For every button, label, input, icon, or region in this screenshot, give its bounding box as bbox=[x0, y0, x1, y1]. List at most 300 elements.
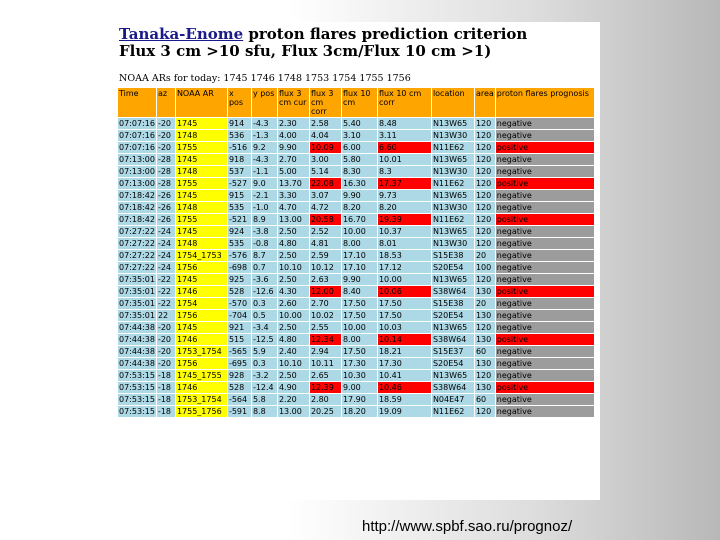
ars-today-line: NOAA ARs for today: 1745 1746 1748 1753 1754 1755 1756 bbox=[119, 73, 411, 84]
cell-location: N13W30 bbox=[431, 238, 474, 250]
col-header-flux10-corr: flux 10 cm corr bbox=[377, 88, 431, 118]
cell-y-pos: -3.8 bbox=[251, 226, 277, 238]
cell-az: -20 bbox=[156, 322, 175, 334]
cell-location: N04E47 bbox=[431, 394, 474, 406]
cell-flux3-corr: 10.12 bbox=[309, 262, 341, 274]
table-row bbox=[118, 238, 595, 250]
cell-noaa-ar: 1754 bbox=[175, 298, 227, 310]
cell-flux10: 18.20 bbox=[341, 406, 377, 418]
cell-az: -20 bbox=[156, 118, 175, 130]
cell-location: N11E62 bbox=[431, 178, 474, 190]
cell-az: -28 bbox=[156, 154, 175, 166]
cell-flux10-corr: 8.20 bbox=[377, 202, 431, 214]
cell-x-pos: 925 bbox=[227, 274, 251, 286]
cell-flux3-corr: 4.81 bbox=[309, 238, 341, 250]
cell-az: -28 bbox=[156, 178, 175, 190]
cell-flux3-corr: 2.80 bbox=[309, 394, 341, 406]
cell-noaa-ar: 1745 bbox=[175, 274, 227, 286]
page-title bbox=[119, 25, 527, 43]
cell-flux3-corr: 3.07 bbox=[309, 190, 341, 202]
cell-time: 07:44:38 bbox=[119, 335, 155, 344]
cell-area: 120 bbox=[474, 166, 495, 178]
cell-area: 20 bbox=[474, 298, 495, 310]
cell-flux3-corr: 20.58 bbox=[309, 214, 341, 226]
cell-x-pos: 528 bbox=[227, 382, 251, 394]
cell-prognosis: negative bbox=[495, 298, 594, 310]
cell-area: 120 bbox=[474, 406, 495, 418]
cell-x-pos: -565 bbox=[227, 346, 251, 358]
cell-flux10-corr: 10.14 bbox=[377, 334, 431, 346]
cell-time: 07:53:15 bbox=[119, 395, 155, 404]
cell-location: N13W30 bbox=[431, 166, 474, 178]
cell-time: 07:35:01 bbox=[119, 299, 155, 308]
cell-area: 120 bbox=[474, 322, 495, 334]
cell-noaa-ar: 1746 bbox=[175, 334, 227, 346]
cell-area: 120 bbox=[474, 202, 495, 214]
cell-flux10: 5.80 bbox=[341, 154, 377, 166]
cell-noaa-ar: 1748 bbox=[175, 202, 227, 214]
cell-y-pos: 0.7 bbox=[251, 262, 277, 274]
cell-flux10-corr: 10.01 bbox=[377, 154, 431, 166]
cell-flux10: 17.30 bbox=[341, 358, 377, 370]
cell-flux10: 17.50 bbox=[341, 346, 377, 358]
cell-flux3-corr: 2.70 bbox=[309, 298, 341, 310]
table-row bbox=[118, 358, 595, 370]
cell-noaa-ar: 1748 bbox=[175, 130, 227, 142]
cell-flux10-corr: 18.53 bbox=[377, 250, 431, 262]
cell-time: 07:27:22 bbox=[119, 251, 155, 260]
cell-x-pos: 515 bbox=[227, 334, 251, 346]
cell-location: S15E37 bbox=[431, 346, 474, 358]
cell-y-pos: -3.4 bbox=[251, 322, 277, 334]
cell-flux10: 9.00 bbox=[341, 382, 377, 394]
cell-az: -24 bbox=[156, 262, 175, 274]
cell-time: 07:53:15 bbox=[119, 371, 155, 380]
cell-time: 07:27:22 bbox=[119, 263, 155, 272]
title-link[interactable]: Tanaka-Enome bbox=[119, 25, 244, 43]
cell-x-pos: 537 bbox=[227, 166, 251, 178]
cell-y-pos: -12.6 bbox=[251, 286, 277, 298]
cell-az: -24 bbox=[156, 226, 175, 238]
cell-area: 120 bbox=[474, 190, 495, 202]
cell-noaa-ar: 1746 bbox=[175, 382, 227, 394]
cell-flux10: 8.00 bbox=[341, 334, 377, 346]
table-row bbox=[118, 370, 595, 382]
cell-x-pos: -527 bbox=[227, 178, 251, 190]
cell-az: -18 bbox=[156, 370, 175, 382]
cell-area: 100 bbox=[474, 262, 495, 274]
cell-flux3-cur: 4.00 bbox=[277, 130, 309, 142]
cell-x-pos: -695 bbox=[227, 358, 251, 370]
cell-prognosis: negative bbox=[495, 358, 594, 370]
cell-prognosis: negative bbox=[495, 310, 594, 322]
cell-flux10-corr: 17.50 bbox=[377, 310, 431, 322]
cell-time: 07:35:01 bbox=[119, 311, 155, 320]
cell-flux3-corr: 2.55 bbox=[309, 322, 341, 334]
cell-prognosis: negative bbox=[495, 370, 594, 382]
cell-az: -22 bbox=[156, 286, 175, 298]
table-row bbox=[118, 250, 595, 262]
document-page bbox=[113, 22, 600, 500]
cell-flux3-cur: 4.30 bbox=[277, 286, 309, 298]
cell-flux3-cur: 2.50 bbox=[277, 370, 309, 382]
cell-location: N11E62 bbox=[431, 142, 474, 154]
cell-flux10-corr: 3.11 bbox=[377, 130, 431, 142]
cell-flux10: 8.40 bbox=[341, 286, 377, 298]
cell-location: S38W64 bbox=[431, 286, 474, 298]
cell-flux10: 17.10 bbox=[341, 262, 377, 274]
cell-flux3-cur: 4.90 bbox=[277, 382, 309, 394]
cell-noaa-ar: 1753_1754 bbox=[175, 346, 227, 358]
cell-prognosis: positive bbox=[495, 214, 594, 226]
cell-flux3-cur: 13.00 bbox=[277, 214, 309, 226]
table-row bbox=[118, 190, 595, 202]
cell-area: 120 bbox=[474, 130, 495, 142]
table-row bbox=[118, 166, 595, 178]
cell-time: 07:13:00 bbox=[119, 167, 155, 176]
cell-flux3-corr: 20.25 bbox=[309, 406, 341, 418]
cell-flux3-corr: 4.72 bbox=[309, 202, 341, 214]
cell-y-pos: 0.5 bbox=[251, 310, 277, 322]
cell-flux10: 9.90 bbox=[341, 274, 377, 286]
cell-flux10: 8.00 bbox=[341, 238, 377, 250]
cell-az: -22 bbox=[156, 274, 175, 286]
cell-flux3-corr: 12.39 bbox=[309, 382, 341, 394]
cell-area: 120 bbox=[474, 142, 495, 154]
cell-location: N13W30 bbox=[431, 202, 474, 214]
cell-area: 120 bbox=[474, 370, 495, 382]
cell-prognosis: negative bbox=[495, 118, 594, 130]
cell-time: 07:18:42 bbox=[119, 203, 155, 212]
cell-prognosis: positive bbox=[495, 178, 594, 190]
cell-area: 60 bbox=[474, 346, 495, 358]
col-header-time: Time bbox=[118, 88, 157, 118]
cell-time: 07:18:42 bbox=[119, 215, 155, 224]
cell-time: 07:35:01 bbox=[119, 275, 155, 284]
cell-area: 120 bbox=[474, 274, 495, 286]
cell-time: 07:53:15 bbox=[119, 383, 155, 392]
cell-flux10-corr: 19.09 bbox=[377, 406, 431, 418]
cell-y-pos: -4.3 bbox=[251, 118, 277, 130]
cell-flux3-cur: 10.00 bbox=[277, 310, 309, 322]
cell-prognosis: negative bbox=[495, 394, 594, 406]
cell-noaa-ar: 1754_1753 bbox=[175, 250, 227, 262]
cell-noaa-ar: 1745 bbox=[175, 322, 227, 334]
cell-flux3-cur: 2.50 bbox=[277, 322, 309, 334]
cell-flux10: 17.90 bbox=[341, 394, 377, 406]
table-row bbox=[118, 346, 595, 358]
table-row bbox=[118, 214, 595, 226]
table-row bbox=[118, 334, 595, 346]
cell-flux10: 17.10 bbox=[341, 250, 377, 262]
cell-prognosis: negative bbox=[495, 154, 594, 166]
cell-noaa-ar: 1755 bbox=[175, 214, 227, 226]
cell-flux10-corr: 17.50 bbox=[377, 298, 431, 310]
cell-y-pos: -1.0 bbox=[251, 202, 277, 214]
cell-noaa-ar: 1746 bbox=[175, 286, 227, 298]
cell-flux10: 8.20 bbox=[341, 202, 377, 214]
cell-y-pos: 5.8 bbox=[251, 394, 277, 406]
cell-x-pos: 921 bbox=[227, 322, 251, 334]
cell-x-pos: 914 bbox=[227, 118, 251, 130]
cell-flux3-cur: 2.50 bbox=[277, 250, 309, 262]
cell-x-pos: -570 bbox=[227, 298, 251, 310]
cell-x-pos: 924 bbox=[227, 226, 251, 238]
cell-az: -20 bbox=[156, 346, 175, 358]
cell-flux10-corr: 6.60 bbox=[377, 142, 431, 154]
cell-y-pos: 8.7 bbox=[251, 250, 277, 262]
cell-flux10: 9.90 bbox=[341, 190, 377, 202]
cell-y-pos: 9.2 bbox=[251, 142, 277, 154]
cell-prognosis: positive bbox=[495, 286, 594, 298]
cell-location: N13W65 bbox=[431, 118, 474, 130]
cell-flux10: 17.50 bbox=[341, 310, 377, 322]
table-row bbox=[118, 154, 595, 166]
cell-flux3-cur: 2.70 bbox=[277, 154, 309, 166]
cell-prognosis: negative bbox=[495, 406, 594, 418]
prediction-table bbox=[117, 87, 595, 418]
cell-x-pos: 928 bbox=[227, 370, 251, 382]
cell-flux3-cur: 13.70 bbox=[277, 178, 309, 190]
table-row bbox=[118, 142, 595, 154]
cell-flux10: 3.10 bbox=[341, 130, 377, 142]
cell-flux3-corr: 10.02 bbox=[309, 310, 341, 322]
cell-prognosis: negative bbox=[495, 190, 594, 202]
cell-noaa-ar: 1745 bbox=[175, 154, 227, 166]
cell-time: 07:07:16 bbox=[119, 143, 155, 152]
cell-az: -24 bbox=[156, 250, 175, 262]
cell-location: N11E62 bbox=[431, 406, 474, 418]
page-subtitle: Flux 3 cm >10 sfu, Flux 3cm/Flux 10 cm >1) bbox=[119, 42, 492, 60]
cell-flux3-cur: 2.60 bbox=[277, 298, 309, 310]
table-row bbox=[118, 286, 595, 298]
cell-noaa-ar: 1755 bbox=[175, 142, 227, 154]
cell-az: -18 bbox=[156, 382, 175, 394]
cell-az: -20 bbox=[156, 334, 175, 346]
cell-flux3-corr: 10.11 bbox=[309, 358, 341, 370]
cell-noaa-ar: 1748 bbox=[175, 166, 227, 178]
cell-x-pos: -516 bbox=[227, 142, 251, 154]
cell-flux10: 10.00 bbox=[341, 226, 377, 238]
cell-flux10: 5.40 bbox=[341, 118, 377, 130]
cell-time: 07:53:15 bbox=[119, 407, 155, 416]
cell-y-pos: -12.5 bbox=[251, 334, 277, 346]
cell-flux3-corr: 22.08 bbox=[309, 178, 341, 190]
cell-flux10-corr: 10.00 bbox=[377, 274, 431, 286]
cell-az: -20 bbox=[156, 130, 175, 142]
cell-flux3-corr: 2.65 bbox=[309, 370, 341, 382]
cell-area: 130 bbox=[474, 334, 495, 346]
cell-prognosis: negative bbox=[495, 250, 594, 262]
cell-flux3-corr: 2.58 bbox=[309, 118, 341, 130]
cell-location: S15E38 bbox=[431, 250, 474, 262]
cell-time: 07:44:38 bbox=[119, 347, 155, 356]
cell-noaa-ar: 1756 bbox=[175, 262, 227, 274]
cell-location: N11E62 bbox=[431, 214, 474, 226]
cell-location: S15E38 bbox=[431, 298, 474, 310]
cell-prognosis: negative bbox=[495, 262, 594, 274]
cell-flux10: 16.30 bbox=[341, 178, 377, 190]
cell-flux3-cur: 9.90 bbox=[277, 142, 309, 154]
cell-flux3-cur: 2.30 bbox=[277, 118, 309, 130]
cell-flux10-corr: 10.03 bbox=[377, 322, 431, 334]
cell-area: 120 bbox=[474, 118, 495, 130]
table-row bbox=[118, 406, 595, 418]
cell-flux10-corr: 8.01 bbox=[377, 238, 431, 250]
cell-location: S20E54 bbox=[431, 310, 474, 322]
cell-x-pos: 915 bbox=[227, 190, 251, 202]
cell-flux10: 17.50 bbox=[341, 298, 377, 310]
col-header-y-pos: y pos bbox=[251, 88, 277, 118]
cell-az: -26 bbox=[156, 202, 175, 214]
col-header-prognosis: proton flares prognosis bbox=[495, 88, 594, 118]
cell-time: 07:27:22 bbox=[119, 227, 155, 236]
cell-flux3-corr: 2.59 bbox=[309, 250, 341, 262]
source-url: http://www.spbf.sao.ru/prognoz/ bbox=[362, 518, 573, 535]
cell-y-pos: -1.3 bbox=[251, 130, 277, 142]
cell-time: 07:35:01 bbox=[119, 287, 155, 296]
cell-flux10-corr: 10.41 bbox=[377, 370, 431, 382]
cell-flux10-corr: 17.12 bbox=[377, 262, 431, 274]
cell-noaa-ar: 1745 bbox=[175, 226, 227, 238]
table-row bbox=[118, 130, 595, 142]
cell-flux3-cur: 2.20 bbox=[277, 394, 309, 406]
cell-area: 130 bbox=[474, 310, 495, 322]
cell-x-pos: 918 bbox=[227, 154, 251, 166]
cell-flux10-corr: 8.3 bbox=[377, 166, 431, 178]
table-header-row bbox=[118, 88, 595, 118]
cell-time: 07:44:38 bbox=[119, 323, 155, 332]
cell-location: N13W65 bbox=[431, 226, 474, 238]
cell-az: -20 bbox=[156, 142, 175, 154]
cell-az: -26 bbox=[156, 190, 175, 202]
cell-flux10: 10.00 bbox=[341, 322, 377, 334]
cell-flux10: 16.70 bbox=[341, 214, 377, 226]
cell-location: S20E54 bbox=[431, 262, 474, 274]
cell-location: N13W65 bbox=[431, 322, 474, 334]
cell-prognosis: positive bbox=[495, 142, 594, 154]
cell-flux10-corr: 17.30 bbox=[377, 358, 431, 370]
cell-noaa-ar: 1745_1755 bbox=[175, 370, 227, 382]
cell-area: 130 bbox=[474, 286, 495, 298]
col-header-noaa-ar: NOAA AR bbox=[175, 88, 227, 118]
cell-x-pos: -591 bbox=[227, 406, 251, 418]
cell-time: 07:27:22 bbox=[119, 239, 155, 248]
cell-noaa-ar: 1756 bbox=[175, 358, 227, 370]
cell-y-pos: 5.9 bbox=[251, 346, 277, 358]
cell-y-pos: -12.4 bbox=[251, 382, 277, 394]
cell-time: 07:07:16 bbox=[119, 119, 155, 128]
cell-time: 07:18:42 bbox=[119, 191, 155, 200]
cell-noaa-ar: 1745 bbox=[175, 118, 227, 130]
cell-area: 120 bbox=[474, 226, 495, 238]
cell-flux3-corr: 5.14 bbox=[309, 166, 341, 178]
cell-y-pos: 9.0 bbox=[251, 178, 277, 190]
cell-az: -18 bbox=[156, 394, 175, 406]
table-row bbox=[118, 310, 595, 322]
cell-flux3-corr: 10.09 bbox=[309, 142, 341, 154]
cell-flux3-cur: 4.70 bbox=[277, 202, 309, 214]
cell-flux3-cur: 10.10 bbox=[277, 358, 309, 370]
cell-flux10-corr: 17.37 bbox=[377, 178, 431, 190]
cell-area: 60 bbox=[474, 394, 495, 406]
cell-y-pos: -3.6 bbox=[251, 274, 277, 286]
cell-time: 07:13:00 bbox=[119, 179, 155, 188]
cell-flux3-corr: 12.34 bbox=[309, 334, 341, 346]
cell-x-pos: -576 bbox=[227, 250, 251, 262]
cell-noaa-ar: 1755 bbox=[175, 178, 227, 190]
cell-flux10: 10.30 bbox=[341, 370, 377, 382]
cell-prognosis: positive bbox=[495, 382, 594, 394]
table-row bbox=[118, 118, 595, 130]
cell-location: S38W64 bbox=[431, 382, 474, 394]
table-row bbox=[118, 178, 595, 190]
cell-flux10-corr: 10.06 bbox=[377, 286, 431, 298]
cell-location: N13W65 bbox=[431, 274, 474, 286]
cell-flux3-cur: 4.80 bbox=[277, 238, 309, 250]
cell-area: 120 bbox=[474, 154, 495, 166]
col-header-flux3-corr: flux 3 cm corr bbox=[309, 88, 341, 118]
cell-flux10-corr: 8.48 bbox=[377, 118, 431, 130]
cell-area: 120 bbox=[474, 238, 495, 250]
cell-flux3-cur: 2.40 bbox=[277, 346, 309, 358]
cell-area: 130 bbox=[474, 358, 495, 370]
cell-x-pos: 535 bbox=[227, 238, 251, 250]
cell-az: -24 bbox=[156, 238, 175, 250]
cell-location: N13W65 bbox=[431, 190, 474, 202]
cell-noaa-ar: 1745 bbox=[175, 190, 227, 202]
col-header-az: az bbox=[156, 88, 175, 118]
cell-flux3-corr: 2.63 bbox=[309, 274, 341, 286]
cell-location: N13W30 bbox=[431, 130, 474, 142]
cell-time: 07:13:00 bbox=[119, 155, 155, 164]
cell-flux3-corr: 4.04 bbox=[309, 130, 341, 142]
cell-prognosis: negative bbox=[495, 226, 594, 238]
cell-location: N13W65 bbox=[431, 154, 474, 166]
cell-flux3-cur: 10.10 bbox=[277, 262, 309, 274]
cell-az: -22 bbox=[156, 298, 175, 310]
cell-x-pos: 528 bbox=[227, 286, 251, 298]
col-header-location: location bbox=[431, 88, 474, 118]
cell-time: 07:07:16 bbox=[119, 131, 155, 140]
cell-y-pos: 0.3 bbox=[251, 298, 277, 310]
cell-location: S20E54 bbox=[431, 358, 474, 370]
cell-flux3-corr: 2.94 bbox=[309, 346, 341, 358]
cell-az: 22 bbox=[156, 310, 175, 322]
table-row bbox=[118, 382, 595, 394]
table-row bbox=[118, 262, 595, 274]
cell-x-pos: -564 bbox=[227, 394, 251, 406]
cell-noaa-ar: 1756 bbox=[175, 310, 227, 322]
cell-time: 07:44:38 bbox=[119, 359, 155, 368]
cell-y-pos: 0.3 bbox=[251, 358, 277, 370]
cell-prognosis: negative bbox=[495, 346, 594, 358]
cell-y-pos: -0.8 bbox=[251, 238, 277, 250]
cell-x-pos: -704 bbox=[227, 310, 251, 322]
table-row bbox=[118, 322, 595, 334]
col-header-area: area bbox=[474, 88, 495, 118]
table-row bbox=[118, 274, 595, 286]
cell-y-pos: -4.3 bbox=[251, 154, 277, 166]
cell-flux10-corr: 18.21 bbox=[377, 346, 431, 358]
cell-x-pos: 536 bbox=[227, 130, 251, 142]
title-rest: proton flares prediction criterion bbox=[243, 25, 528, 43]
col-header-flux10: flux 10 cm bbox=[341, 88, 377, 118]
cell-prognosis: negative bbox=[495, 202, 594, 214]
table-row bbox=[118, 298, 595, 310]
cell-flux10-corr: 10.37 bbox=[377, 226, 431, 238]
cell-location: S38W64 bbox=[431, 334, 474, 346]
